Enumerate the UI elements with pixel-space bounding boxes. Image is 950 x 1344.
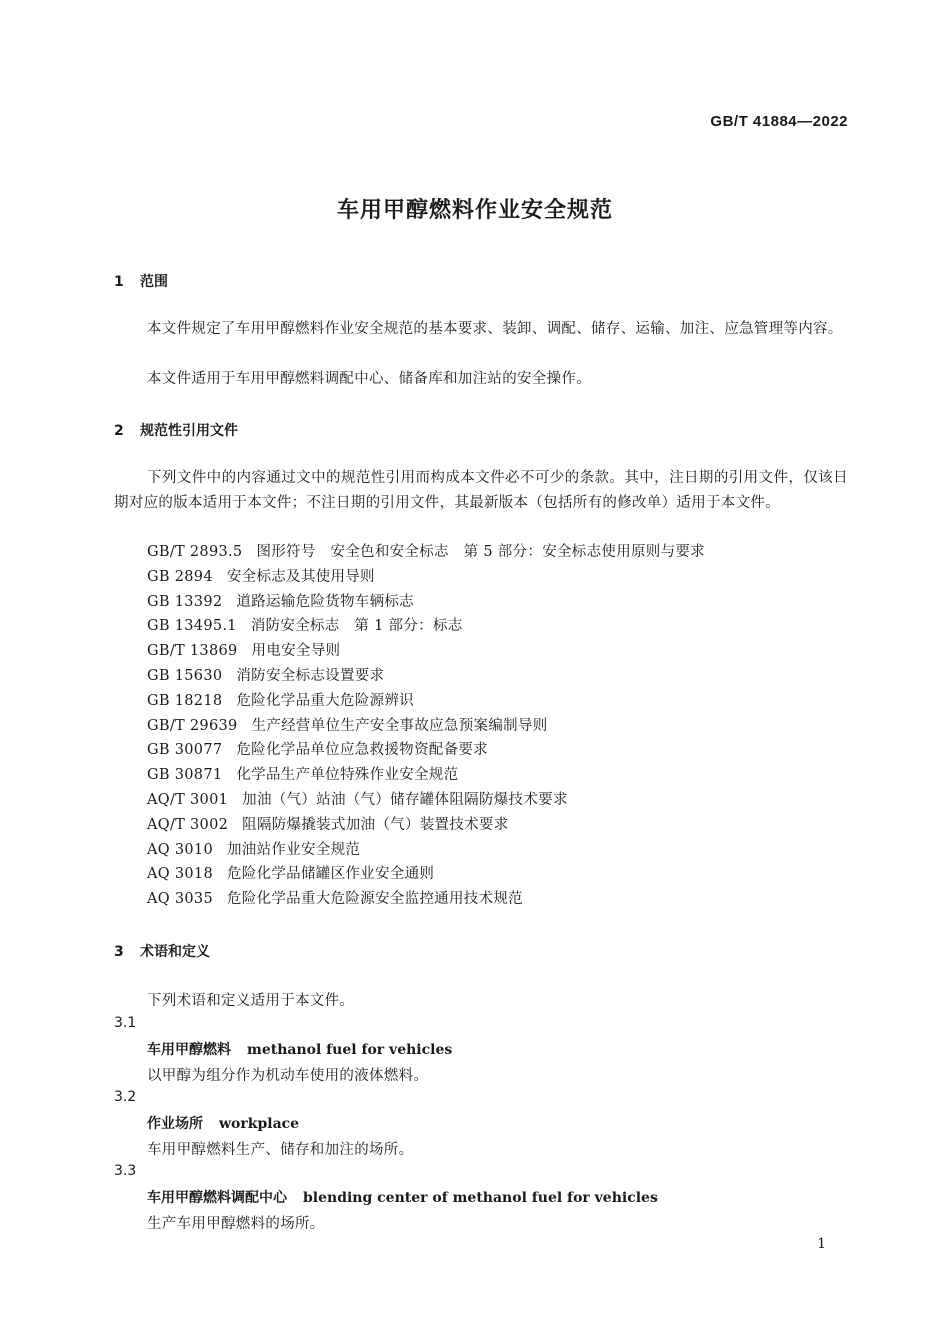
reference-code: AQ/T 3001 — [147, 791, 229, 808]
reference-title: 消防安全标志 第 1 部分：标志 — [250, 618, 463, 635]
section-heading-normative-references — [114, 420, 238, 440]
reference-code: GB/T 2893.5 — [147, 544, 243, 560]
section-number: 3 — [114, 944, 124, 960]
term-name-zh: 车用甲醇燃料 — [147, 1042, 231, 1058]
term-number: 3.3 — [114, 1163, 137, 1179]
section-heading-scope — [114, 271, 168, 291]
reference-item — [147, 838, 705, 863]
scope-paragraph-2: 本文件适用于车用甲醇燃料调配中心、储备库和加注站的安全操作。 — [147, 371, 591, 387]
term-name — [147, 1113, 299, 1133]
reference-title: 化学品生产单位特殊作业安全规范 — [236, 767, 459, 784]
reference-code: GB 13392 — [147, 593, 223, 610]
reference-item — [147, 664, 705, 689]
term-name-zh: 作业场所 — [147, 1116, 203, 1132]
reference-title: 图形符号 安全色和安全标志 第 5 部分：安全标志使用原则与要求 — [256, 544, 705, 560]
section-title: 范围 — [140, 274, 168, 290]
reference-title: 加油（气）站油（气）储存罐体阻隔防爆技术要求 — [242, 791, 568, 808]
page-number: 1 — [817, 1236, 826, 1252]
section-title: 规范性引用文件 — [140, 423, 238, 439]
reference-title: 消防安全标志设置要求 — [236, 667, 385, 684]
reference-item — [147, 590, 705, 615]
reference-code: AQ 3018 — [147, 866, 213, 883]
term-definition: 车用甲醇燃料生产、储存和加注的场所。 — [147, 1142, 414, 1158]
term-number: 3.1 — [114, 1015, 137, 1031]
section-heading-terms-definitions — [114, 941, 210, 961]
reference-title: 危险化学品储罐区作业安全通则 — [226, 866, 435, 883]
normative-reference-list — [147, 540, 705, 912]
reference-item — [147, 862, 705, 887]
reference-title: 用电安全导则 — [251, 643, 341, 660]
reference-item — [147, 639, 705, 664]
reference-code: GB 18218 — [147, 692, 223, 709]
reference-title: 道路运输危险货物车辆标志 — [236, 593, 414, 610]
scope-paragraph-1: 本文件规定了车用甲醇燃料作业安全规范的基本要求、装卸、调配、储存、运输、加注、应急管理等内容。 — [147, 321, 843, 337]
reference-item — [147, 540, 705, 565]
term-number: 3.2 — [114, 1089, 137, 1105]
reference-title: 危险化学品重大危险源安全监控通用技术规范 — [226, 891, 523, 908]
reference-code: GB 30871 — [147, 767, 223, 784]
reference-item — [147, 813, 705, 838]
reference-item — [147, 614, 705, 639]
reference-item — [147, 738, 705, 763]
standard-code: GB/T 41884—2022 — [710, 113, 848, 130]
term-definition: 以甲醇为组分作为机动车使用的液体燃料。 — [147, 1068, 429, 1084]
reference-code: GB/T 29639 — [147, 717, 238, 734]
reference-title: 危险化学品单位应急救援物资配备要求 — [236, 742, 488, 759]
section-title: 术语和定义 — [140, 944, 210, 960]
document-title: 车用甲醇燃料作业安全规范 — [336, 198, 613, 223]
reference-item — [147, 689, 705, 714]
term-name-en: blending center of methanol fuel for vehicles — [303, 1190, 658, 1206]
term-name-zh: 车用甲醇燃料调配中心 — [147, 1190, 287, 1206]
reference-item — [147, 788, 705, 813]
reference-title: 危险化学品重大危险源辨识 — [236, 692, 414, 709]
reference-code: GB/T 13869 — [147, 643, 238, 660]
reference-title: 阻隔防爆撬装式加油（气）装置技术要求 — [242, 816, 509, 833]
reference-item — [147, 714, 705, 739]
reference-code: AQ 3010 — [147, 841, 213, 858]
term-definition: 生产车用甲醇燃料的场所。 — [147, 1216, 325, 1232]
section-number: 2 — [114, 423, 124, 439]
section-number: 1 — [114, 274, 124, 290]
reference-title: 安全标志及其使用导则 — [226, 568, 375, 585]
reference-code: GB 30077 — [147, 742, 223, 759]
reference-title: 加油站作业安全规范 — [226, 841, 361, 858]
reference-item — [147, 565, 705, 590]
reference-item — [147, 887, 705, 912]
reference-title: 生产经营单位生产安全事故应急预案编制导则 — [251, 717, 548, 734]
term-name-en: workplace — [219, 1116, 300, 1132]
reference-code: GB 2894 — [147, 568, 213, 585]
term-name-en: methanol fuel for vehicles — [247, 1042, 453, 1058]
term-name — [147, 1187, 658, 1207]
terms-intro: 下列术语和定义适用于本文件。 — [147, 993, 355, 1009]
reference-code: GB 13495.1 — [147, 618, 237, 635]
reference-code: GB 15630 — [147, 667, 223, 684]
reference-item — [147, 763, 705, 788]
term-name — [147, 1039, 452, 1059]
reference-code: AQ/T 3002 — [147, 816, 229, 833]
reference-code: AQ 3035 — [147, 891, 213, 908]
normative-intro-paragraph: 下列文件中的内容通过文中的规范性引用而构成本文件必不可少的条款。其中，注日期的引用文件，仅该日期对应的版本适用于本文件；不注日期的引用文件，其最新版本（包括所有的修改单）适用于本文件。 — [114, 470, 848, 511]
